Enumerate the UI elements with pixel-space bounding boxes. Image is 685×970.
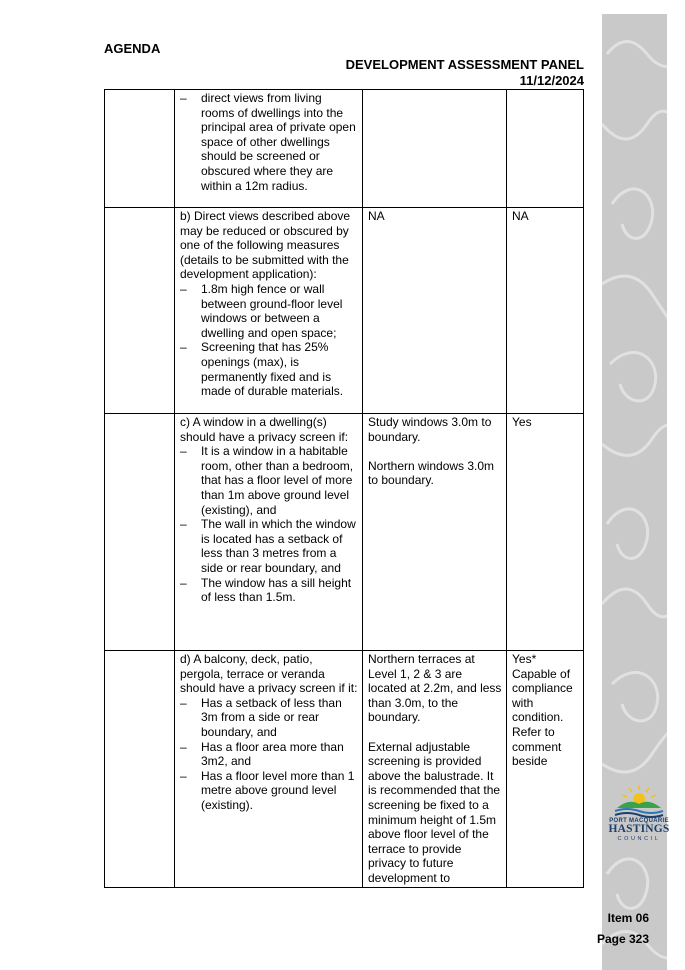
bullet-item: – Has a setback of less than 3m from a side or rear boundary, and xyxy=(180,695,342,739)
control-cell xyxy=(175,90,363,208)
logo-line-3: COUNCIL xyxy=(617,836,661,842)
empty-cell xyxy=(105,90,175,208)
control-cell xyxy=(175,651,363,888)
comment-paragraph: Northern terraces at Level 1, 2 & 3 are located at 2.2m, and less than 3.0m, to the boundary. xyxy=(368,652,502,725)
meeting-date: 11/12/2024 xyxy=(519,73,584,88)
bullet-item: – It is a window in a habitable room, other than a bedroom, that has a floor level of more than 1m above ground level (existing), and xyxy=(180,444,354,517)
dash-marker: – xyxy=(180,575,187,590)
compliance-cell: NA xyxy=(507,208,584,414)
bullet-item: – 1.8m high fence or wall between ground-floor level windows or between a dwelling and open space; xyxy=(180,281,343,340)
table-row xyxy=(105,414,584,651)
comment-cell xyxy=(363,90,507,208)
agenda-heading: AGENDA xyxy=(104,41,161,56)
comment-paragraph: Northern windows 3.0m to boundary. xyxy=(368,458,495,488)
dash-marker: – xyxy=(180,91,187,105)
dash-marker: – xyxy=(180,768,187,783)
table-row xyxy=(105,208,584,414)
empty-cell xyxy=(105,651,175,888)
empty-cell xyxy=(105,414,175,651)
table-row xyxy=(105,651,584,888)
control-intro: c) A window in a dwelling(s) should have a privacy screen if: xyxy=(180,415,349,444)
comment-cell xyxy=(363,414,507,651)
dash-marker: – xyxy=(180,444,187,459)
bullet-item: – Screening that has 25% openings (max), is permanently fixed and is made of durable materials. xyxy=(180,340,344,399)
item-number: Item 06 xyxy=(607,911,649,925)
council-logo xyxy=(607,784,671,844)
compliance-cell: Yes* Capable of compliance with condition. Refer to comment beside xyxy=(507,651,584,888)
dash-marker: – xyxy=(180,340,187,355)
bullet-item: – direct views from living rooms of dwellings into the principal area of private open space of other dwellings should be screened or obscured where they are within a 12m radius. xyxy=(180,91,356,193)
dash-marker: – xyxy=(180,739,187,754)
panel-heading: DEVELOPMENT ASSESSMENT PANEL xyxy=(345,57,584,72)
bullet-item: – Has a floor level more than 1 metre above ground level (existing). xyxy=(180,768,355,812)
logo-line-1: PORT MACQUARIE xyxy=(609,818,669,824)
comment-paragraph: Study windows 3.0m to boundary. xyxy=(368,415,492,444)
assessment-table xyxy=(104,89,584,888)
comment-cell xyxy=(363,651,507,888)
bullet-item: – The window has a sill height of less than 1.5m. xyxy=(180,575,352,605)
comment-paragraph: External adjustable screening is provided above the balustrade. It is recommended that the screening be fixed to a minimum height of 1.5m above floor level of the terrace to provide privacy to future development to xyxy=(368,739,501,885)
logo-emblem xyxy=(607,784,671,818)
empty-cell xyxy=(105,208,175,414)
page-number: Page 323 xyxy=(596,932,649,946)
compliance-cell: Yes xyxy=(507,414,584,651)
comment-cell: NA xyxy=(363,208,507,414)
control-intro: d) A balcony, deck, patio, pergola, terrace or veranda should have a privacy screen if it: xyxy=(180,652,358,696)
control-cell xyxy=(175,208,363,414)
dash-marker: – xyxy=(180,517,187,532)
control-intro: b) Direct views described above may be reduced or obscured by one of the following measures (details to be submitted with the development application): xyxy=(180,209,351,282)
control-cell xyxy=(175,414,363,651)
compliance-cell xyxy=(507,90,584,208)
logo-line-2: HASTINGS xyxy=(608,823,670,835)
dash-marker: – xyxy=(180,695,187,710)
bullet-item: – The wall in which the window is located has a setback of less than 3 metres from a side or rear boundary, and xyxy=(180,517,356,575)
table-row xyxy=(105,90,584,208)
dash-marker: – xyxy=(180,281,187,296)
bullet-item: – Has a floor area more than 3m2, and xyxy=(180,739,344,769)
